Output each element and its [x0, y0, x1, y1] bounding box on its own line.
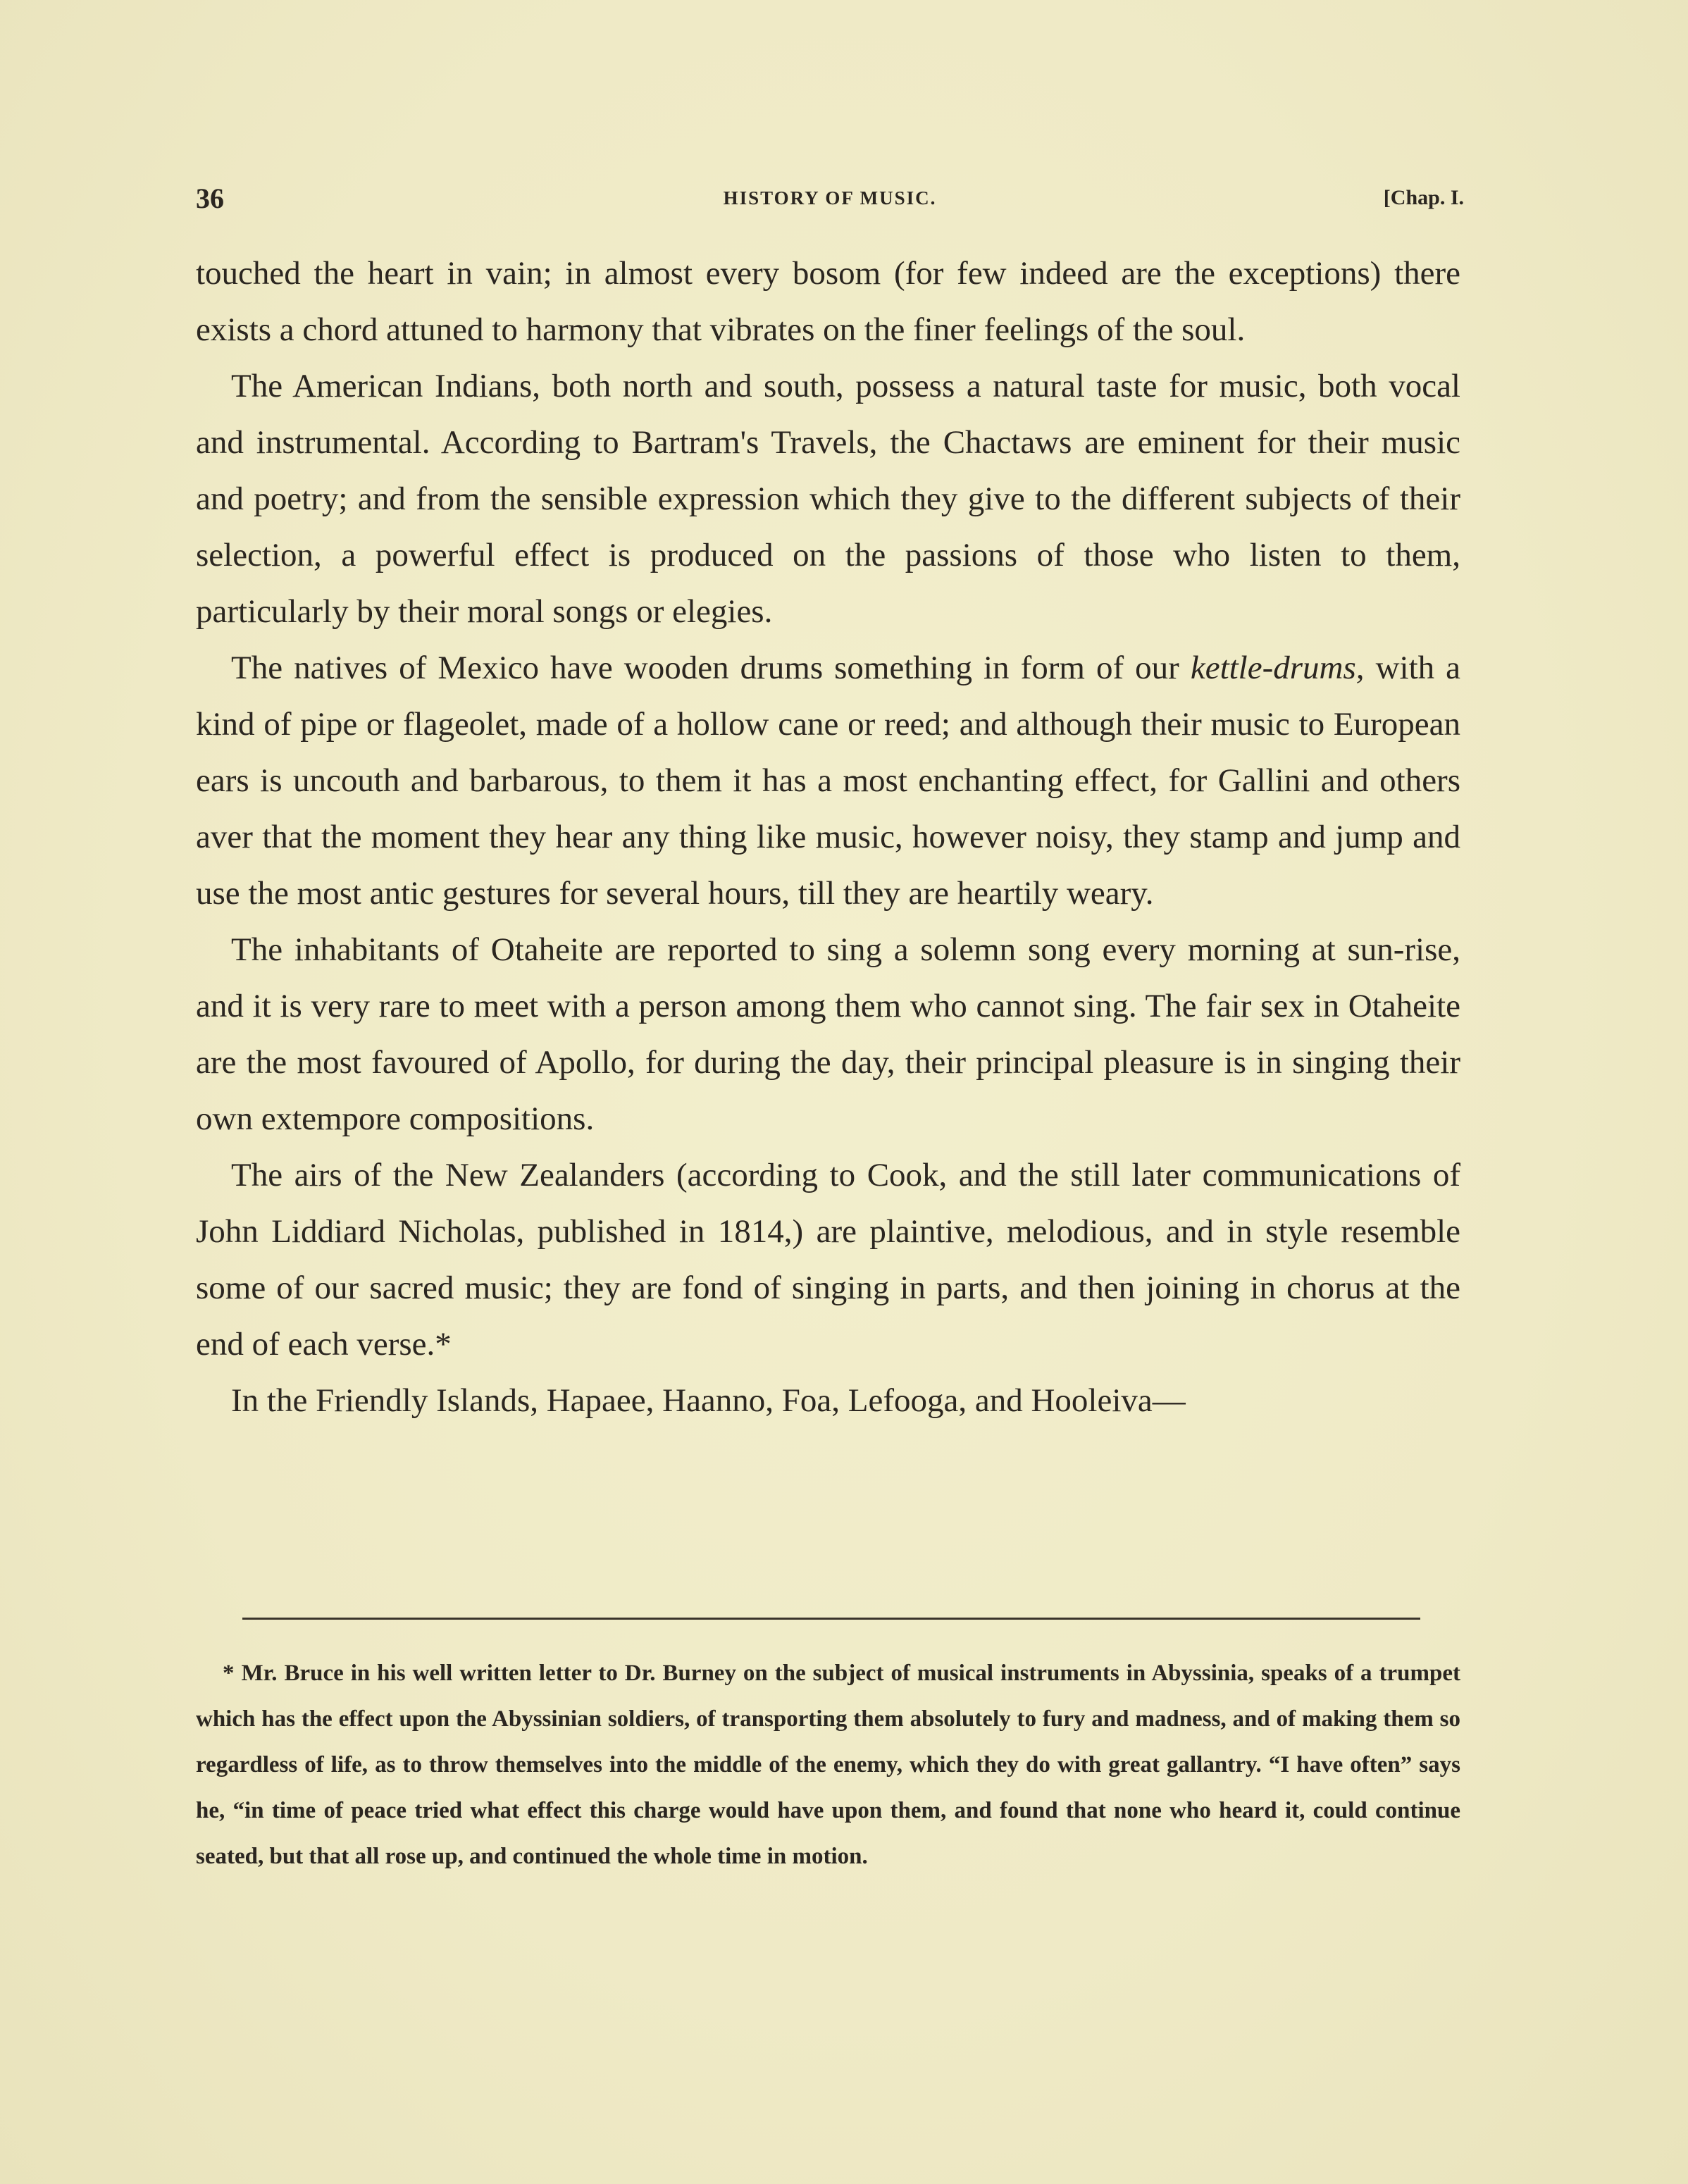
paragraph-mexico-start: The natives of Mexico have wooden drums something in form of our	[231, 650, 1179, 686]
footnote	[196, 1651, 1460, 1880]
running-title: HISTORY OF MUSIC.	[723, 187, 937, 209]
paragraph-continued: touched the heart in vain; in almost every bosom (for few indeed are the exceptions) there exists a chord attuned to harmony that vibrates on the finer feelings of the soul.	[196, 255, 1460, 348]
main-text	[196, 245, 1460, 1429]
paragraph-mexico-end: with a kind of pipe or flageolet, made of a hollow cane or reed; and although their music to European ears is uncouth and barbarous, to them it has a most enchanting effect, for Gallini and others aver that the moment they hear any thing like music, however noisy, they stamp and jump and use the most antic gestures for several hours, till they are heartily weary.	[196, 650, 1461, 912]
page-number: 36	[196, 182, 224, 214]
chapter-marker: [Chap. I.	[1383, 186, 1464, 209]
paragraph-otaheite: The inhabitants of Otaheite are reported to sing a solemn song every morning at sun-rise, and it is very rare to meet with a person among them who cannot sing. The fair sex in Otaheite are the most favoured of Apollo, for during the day, their principal pleasure is in singing their own extempore compositions.	[196, 931, 1460, 1137]
italic-term: kettle-drums,	[1190, 650, 1365, 686]
paragraph-mexico	[196, 640, 1460, 922]
footnote-divider	[242, 1618, 1420, 1620]
paragraph-new-zealanders: The airs of the New Zealanders (according to Cook, and the still later communications of John Liddiard Nicholas, published in 1814,) are plaintive, melodious, and in style resemble some of our sacred music; they are fond of singing in parts, and then joining in chorus at the end of each verse.*	[196, 1157, 1460, 1363]
footnote-text: * Mr. Bruce in his well written letter to Dr. Burney on the subject of musical instruments in Abyssinia, speaks of a trumpet which has the effect upon the Abyssinian soldiers, of transporting them absolutely to fury and madness, and of making them so regardless of life, as to throw themselves into the middle of the enemy, which they do with great gallantry. “I have often” says he, “in time of peace tried what effect this charge would have upon them, and found that none who heard it, could continue seated, but that all rose up, and continued the whole time in motion.	[196, 1661, 1460, 1869]
paragraph-friendly-islands: In the Friendly Islands, Hapaee, Haanno, Foa, Lefooga, and Hooleiva—	[231, 1382, 1186, 1419]
paragraph-american-indians: The American Indians, both north and south, possess a natural taste for music, both vocal and instrumental. According to Bartram's Travels, the Chactaws are eminent for their music and poetry; and from the sensible expression which they give to the different subjects of their selection, a powerful effect is produced on the passions of those who listen to them, particularly by their moral songs or elegies.	[196, 368, 1460, 630]
page-header	[196, 182, 1464, 217]
